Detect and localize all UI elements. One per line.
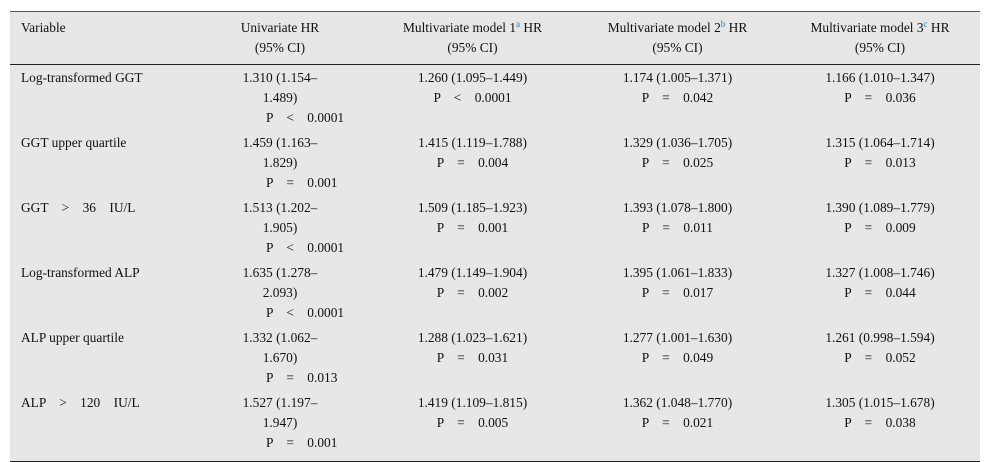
cell-model-1: 1.419 (1.109–1.815) P = 0.005 xyxy=(370,392,575,462)
cell-univariate: 1.459 (1.163– 1.829) P = 0.001 xyxy=(242,135,338,190)
cell-model-2: 1.174 (1.005–1.371) P = 0.042 xyxy=(622,70,733,105)
cell-model-1: 1.288 (1.023–1.621) P = 0.031 xyxy=(417,330,528,365)
cell-model-3: 1.305 (1.015–1.678) P = 0.038 xyxy=(780,392,980,462)
footnote-a-link[interactable]: a xyxy=(516,19,521,29)
cell-univariate: 1.513 (1.202– 1.905) P < 0.0001 xyxy=(242,200,345,255)
table-row xyxy=(10,392,980,462)
cell-model-3: 1.390 (1.089–1.779) P = 0.009 xyxy=(825,200,935,235)
table-row xyxy=(10,65,980,133)
table-header xyxy=(10,12,980,65)
cell-variable: Log-transformed GGT xyxy=(21,70,143,85)
cell-model-2: 1.362 (1.048–1.770) P = 0.021 xyxy=(575,392,780,462)
cell-univariate: 1.310 (1.154– 1.489) P < 0.0001 xyxy=(242,70,345,125)
header-univariate: Univariate HR (95% CI) xyxy=(190,12,370,65)
table-body xyxy=(10,65,980,462)
cell-model-2: 1.393 (1.078–1.800) P = 0.011 xyxy=(622,200,733,235)
cell-model-1: 1.415 (1.119–1.788) P = 0.004 xyxy=(418,135,527,170)
header-model-1: Multivariate model 1$^a$ HR (95% CI) xyxy=(370,12,575,65)
table-row xyxy=(10,262,980,327)
cell-model-2: 1.329 (1.036–1.705) P = 0.025 xyxy=(622,135,733,170)
cell-model-2: 1.395 (1.061–1.833) P = 0.017 xyxy=(622,265,733,300)
cell-model-1: 1.260 (1.095–1.449) P < 0.0001 xyxy=(417,70,528,105)
cell-univariate: 1.527 (1.197– 1.947) P = 0.001 xyxy=(190,392,370,462)
cell-univariate: 1.635 (1.278– 2.093) P < 0.0001 xyxy=(242,265,345,320)
cell-variable: GGT > 36 IU/L xyxy=(21,200,136,215)
cell-model-3: 1.315 (1.064–1.714) P = 0.013 xyxy=(825,135,935,170)
cell-variable: ALP upper quartile xyxy=(21,330,124,345)
table-row xyxy=(10,132,980,197)
header-model-2: Multivariate model 2$^b$ HR (95% CI) xyxy=(575,12,780,65)
cell-variable: Log-transformed ALP xyxy=(21,265,140,280)
table-row xyxy=(10,197,980,262)
table-row xyxy=(10,327,980,392)
header-variable: Variable xyxy=(10,12,190,65)
table-container xyxy=(10,11,980,462)
cell-variable: GGT upper quartile xyxy=(21,135,127,150)
hazard-ratio-table xyxy=(10,11,980,462)
cell-model-1: 1.479 (1.149–1.904) P = 0.002 xyxy=(417,265,528,300)
cell-variable: ALP > 120 IU/L xyxy=(10,392,190,462)
header-model-3: Multivariate model 3$^c$ HR (95% CI) xyxy=(780,12,980,65)
cell-model-3: 1.166 (1.010–1.347) P = 0.036 xyxy=(825,70,935,105)
cell-model-3: 1.327 (1.008–1.746) P = 0.044 xyxy=(825,265,935,300)
cell-univariate: 1.332 (1.062– 1.670) P = 0.013 xyxy=(242,330,338,385)
cell-model-2: 1.277 (1.001–1.630) P = 0.049 xyxy=(622,330,733,365)
footnote-c-link[interactable]: c xyxy=(923,19,928,29)
cell-model-1: 1.509 (1.185–1.923) P = 0.001 xyxy=(417,200,528,235)
cell-model-3: 1.261 (0.998–1.594) P = 0.052 xyxy=(825,330,935,365)
footnote-b-link[interactable]: b xyxy=(720,19,726,29)
header-row xyxy=(10,12,980,65)
